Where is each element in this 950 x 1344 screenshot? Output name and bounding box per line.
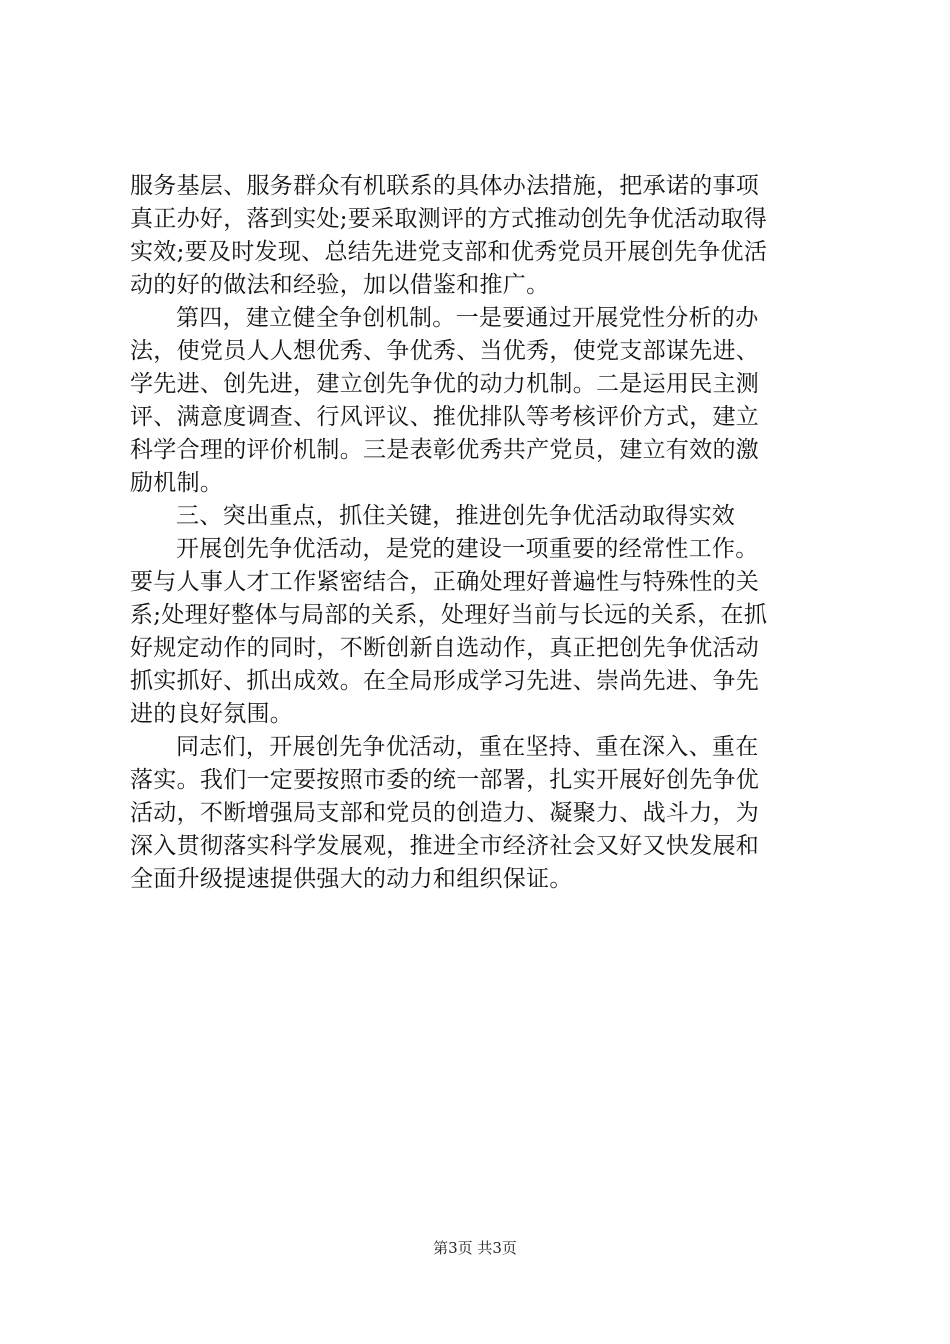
text-line: 抓实抓好、抓出成效。在全局形成学习先进、崇尚先进、争先 [130,668,760,694]
paragraph-start-line: 第四，建立健全争创机制。一是要通过开展党性分析的办 [176,305,759,331]
text-line: 要与人事人才工作紧密结合，正确处理好普遍性与特殊性的关 [130,569,760,595]
text-line: 真正办好，落到实处;要采取测评的方式推动创先争优活动取得 [130,206,768,232]
section-heading: 三、突出重点，抓住关键，推进创先争优活动取得实效 [176,503,736,529]
document-body [130,170,830,896]
text-line: 评、满意度调查、行风评议、推优排队等考核评价方式，建立 [130,404,760,430]
text-line: 全面升级提速提供强大的动力和组织保证。 [130,866,573,892]
text-line: 系;处理好整体与局部的关系，处理好当前与长远的关系，在抓 [130,602,768,628]
text-line: 好规定动作的同时，不断创新自选动作，真正把创先争优活动 [130,635,760,661]
paragraph-start-line: 同志们，开展创先争优活动，重在坚持、重在深入、重在 [176,734,759,760]
text-line: 法，使党员人人想优秀、争优秀、当优秀，使党支部谋先进、 [130,338,760,364]
text-line: 落实。我们一定要按照市委的统一部署，扎实开展好创先争优 [130,767,760,793]
text-line: 动的好的做法和经验，加以借鉴和推广。 [130,272,550,298]
text-line: 励机制。 [130,470,224,496]
text-line: 科学合理的评价机制。三是表彰优秀共产党员，建立有效的激 [130,437,760,463]
text-line: 活动，不断增强局支部和党员的创造力、凝聚力、战斗力，为 [130,800,760,826]
text-line: 学先进、创先进，建立创先争优的动力机制。二是运用民主测 [130,371,760,397]
text-line: 实效;要及时发现、总结先进党支部和优秀党员开展创先争优活 [130,239,768,265]
text-line: 服务基层、服务群众有机联系的具体办法措施，把承诺的事项 [130,173,760,199]
text-line: 深入贯彻落实科学发展观，推进全市经济社会又好又快发展和 [130,833,760,859]
paragraph-start-line: 开展创先争优活动，是党的建设一项重要的经常性工作。 [176,536,759,562]
page-number-footer: 第3页 共3页 [433,1239,517,1257]
text-line: 进的良好氛围。 [130,701,294,727]
